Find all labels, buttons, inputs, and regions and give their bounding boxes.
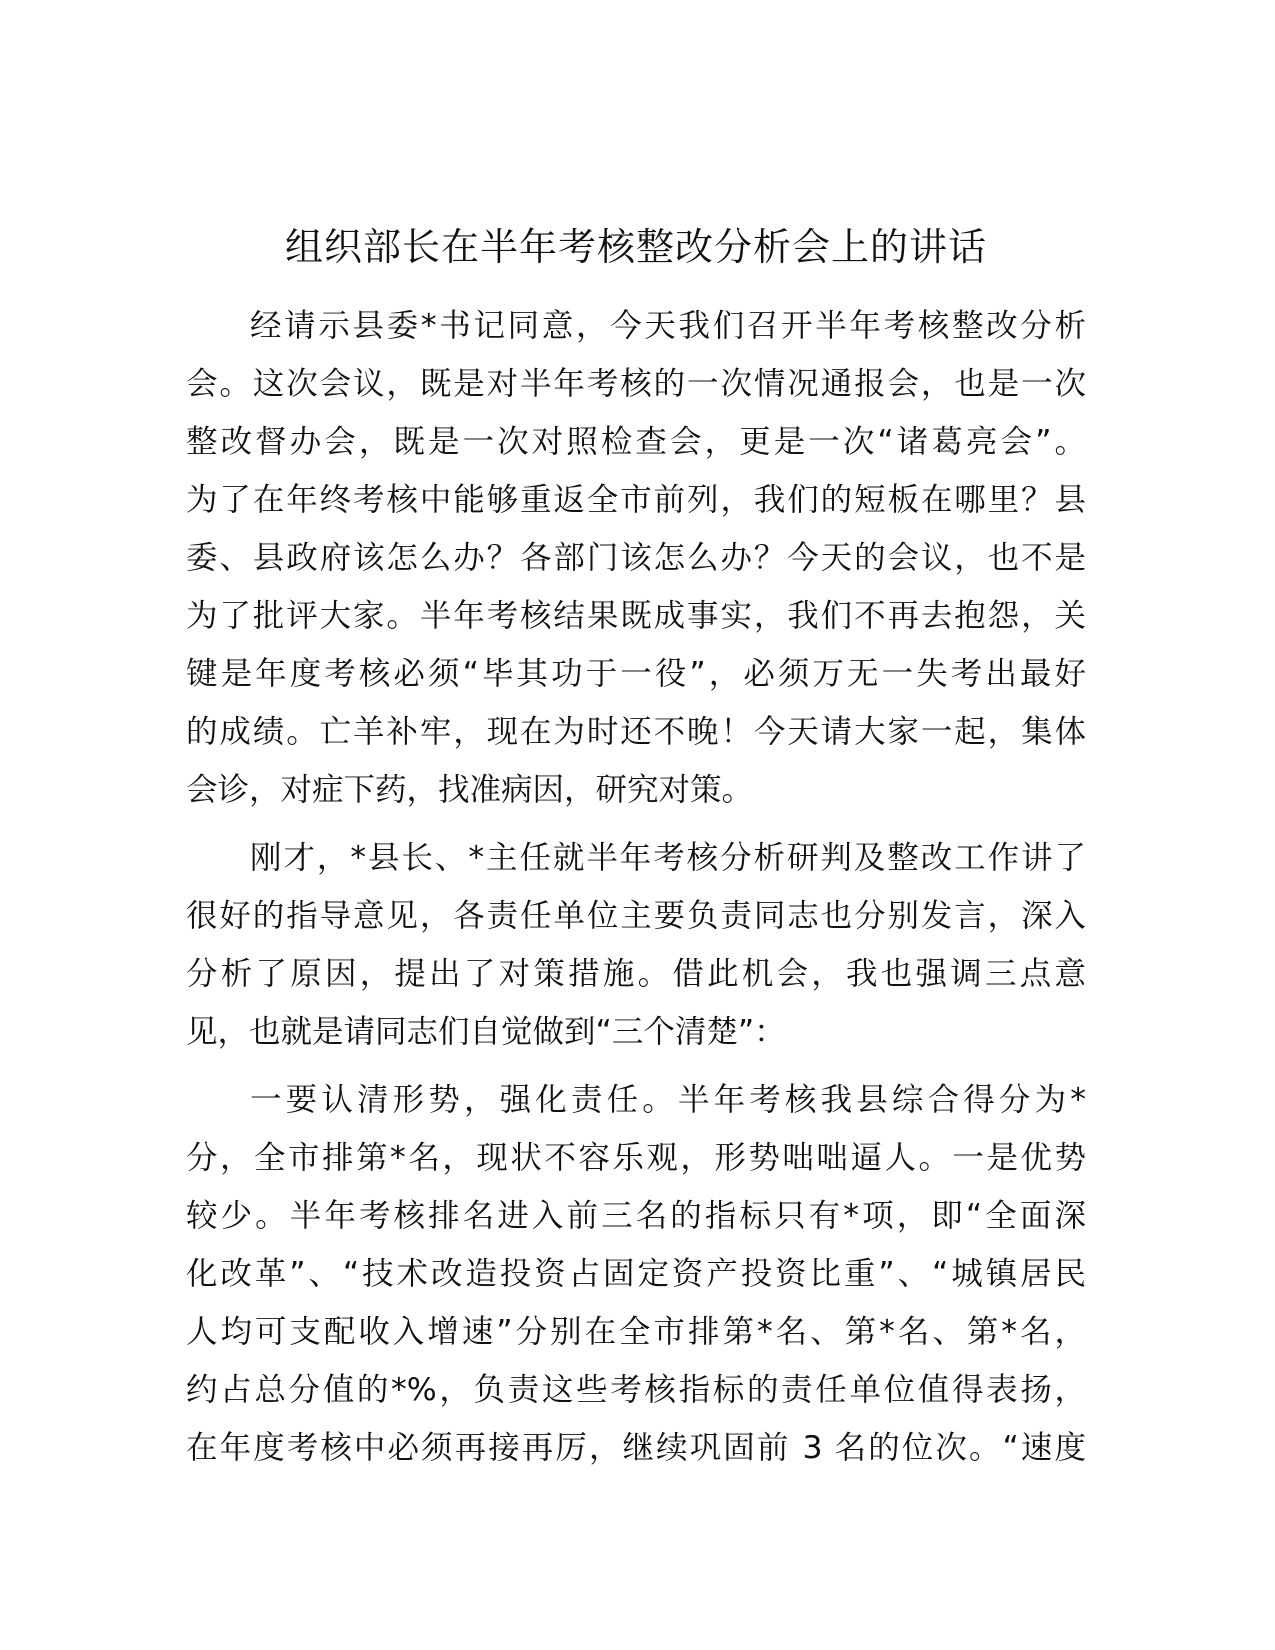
text-line: 人均可支配收入增速”分别在全市排第*名、第*名、第*名， bbox=[186, 1314, 1086, 1350]
text-line: 刚才，*县长、*主任就半年考核分析研判及整改工作讲了 bbox=[250, 840, 1086, 876]
text-line: 为了批评大家。半年考核结果既成事实，我们不再去抱怨，关 bbox=[186, 598, 1086, 634]
text-line: 会。这次会议，既是对半年考核的一次情况通报会，也是一次 bbox=[186, 366, 1086, 402]
text-line: 化改革”、“技术改造投资占固定资产投资比重”、“城镇居民 bbox=[186, 1256, 1086, 1292]
text-line: 的成绩。亡羊补牢，现在为时还不晚！今天请大家一起，集体 bbox=[186, 714, 1086, 750]
text-line: 约占总分值的*%，负责这些考核指标的责任单位值得表扬， bbox=[186, 1372, 1086, 1408]
text-line: 分，全市排第*名，现状不容乐观，形势咄咄逼人。一是优势 bbox=[186, 1140, 1086, 1176]
text-line: 分析了原因，提出了对策措施。借此机会，我也强调三点意 bbox=[186, 956, 1086, 992]
text-line: 见，也就是请同志们自觉做到“三个清楚”： bbox=[186, 1014, 786, 1050]
document-body bbox=[186, 297, 1086, 1487]
text-line: 较少。半年考核排名进入前三名的指标只有*项，即“全面深 bbox=[186, 1198, 1086, 1234]
text-line: 委、县政府该怎么办？各部门该怎么办？今天的会议，也不是 bbox=[186, 540, 1086, 576]
text-line: 很好的指导意见，各责任单位主要负责同志也分别发言，深入 bbox=[186, 898, 1086, 934]
text-line: 会诊，对症下药，找准病因，研究对策。 bbox=[186, 772, 754, 808]
text-line: 一要认清形势，强化责任。半年考核我县综合得分为* bbox=[250, 1082, 1086, 1118]
text-line: 键是年度考核必须“毕其功于一役”，必须万无一失考出最好 bbox=[186, 656, 1086, 692]
text-line: 整改督办会，既是一次对照检查会，更是一次“诸葛亮会”。 bbox=[186, 424, 1086, 460]
text-line: 经请示县委*书记同意，今天我们召开半年考核整改分析 bbox=[250, 308, 1086, 344]
paragraph-2 bbox=[186, 829, 1086, 1061]
paragraph-1 bbox=[186, 297, 1086, 819]
text-line: 在年度考核中必须再接再厉，继续巩固前 3 名的位次。“速度 bbox=[186, 1430, 1086, 1466]
page-title: 组织部长在半年考核整改分析会上的讲话 bbox=[284, 225, 987, 269]
text-line: 为了在年终考核中能够重返全市前列，我们的短板在哪里？县 bbox=[186, 482, 1086, 518]
paragraph-3 bbox=[186, 1071, 1086, 1477]
